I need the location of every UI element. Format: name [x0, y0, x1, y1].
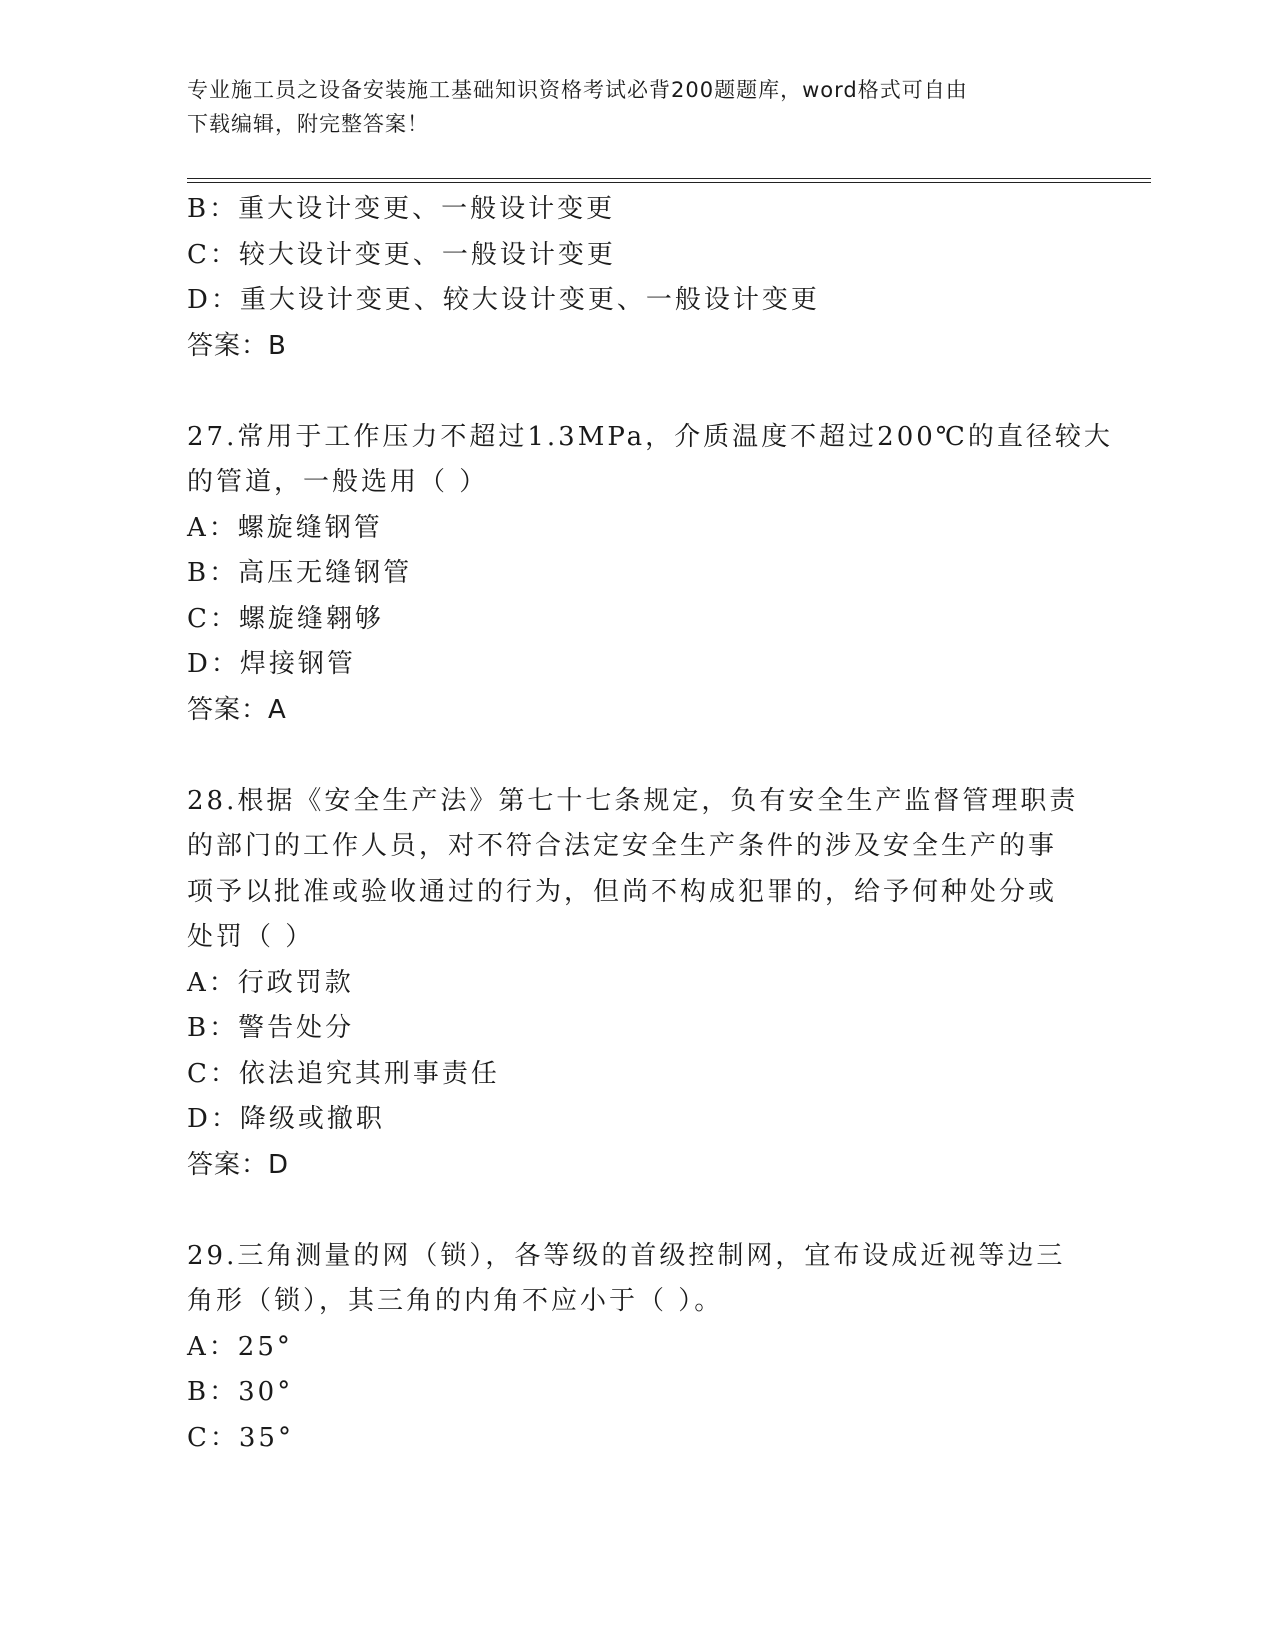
- question-stem-line: 29.三角测量的网（锁），各等级的首级控制网，宜布设成近视等边三: [187, 1240, 1066, 1271]
- spacer: [187, 733, 1087, 779]
- option-b: B：重大设计变更、一般设计变更: [187, 194, 616, 224]
- option-c: C：螺旋缝翱够: [187, 603, 384, 634]
- option-b: B：30°: [187, 1377, 294, 1407]
- option-c: C：依法追究其刑事责任: [187, 1058, 500, 1089]
- option-b: B：高压无缝钢管: [187, 558, 413, 588]
- question-26: [187, 187, 1087, 369]
- question-stem-line: 的管道，一般选用（ ）: [187, 467, 489, 497]
- answer-line: 答案：A: [187, 694, 287, 725]
- question-28: [187, 779, 1087, 1189]
- question-stem-line: 角形（锁），其三角的内角不应小于（ ）。: [187, 1286, 724, 1316]
- option-d: D：重大设计变更、较大设计变更、一般设计变更: [187, 285, 820, 315]
- option-b: B：警告处分: [187, 1013, 355, 1043]
- option-a: A：螺旋缝钢管: [187, 512, 383, 543]
- header-line-1: 专业施工员之设备安装施工基础知识资格考试必背200题题库，word格式可自由: [187, 78, 968, 102]
- header-rule-bottom: [187, 182, 1151, 183]
- answer-line: 答案：D: [187, 1149, 290, 1180]
- option-d: D：焊接钢管: [187, 649, 356, 679]
- spacer: [187, 369, 1087, 415]
- option-a: A：行政罚款: [187, 967, 354, 998]
- question-stem-line: 处罚（ ）: [187, 922, 315, 952]
- spacer: [187, 1188, 1087, 1234]
- question-stem-line: 27.常用于工作压力不超过1.3MPa，介质温度不超过200℃的直径较大: [187, 421, 1113, 452]
- header-rule-top: [187, 178, 1151, 179]
- question-stem-line: 28.根据《安全生产法》第七十七条规定，负有安全生产监督管理职责: [187, 785, 1079, 816]
- option-a: A：25°: [187, 1331, 293, 1362]
- question-27: [187, 415, 1113, 734]
- page-header: [187, 73, 1067, 141]
- document-body: [187, 187, 1113, 1461]
- option-c: C：35°: [187, 1422, 294, 1453]
- option-d: D：降级或撤职: [187, 1104, 385, 1134]
- header-line-2: 下载编辑，附完整答案！: [187, 112, 429, 136]
- question-stem-line: 项予以批准或验收通过的行为，但尚不构成犯罪的，给予何种处分或: [187, 876, 1058, 907]
- answer-line: 答案：B: [187, 330, 287, 361]
- question-29: [187, 1234, 1087, 1462]
- option-c: C：较大设计变更、一般设计变更: [187, 239, 616, 270]
- question-stem-line: 的部门的工作人员，对不符合法定安全生产条件的涉及安全生产的事: [187, 831, 1058, 861]
